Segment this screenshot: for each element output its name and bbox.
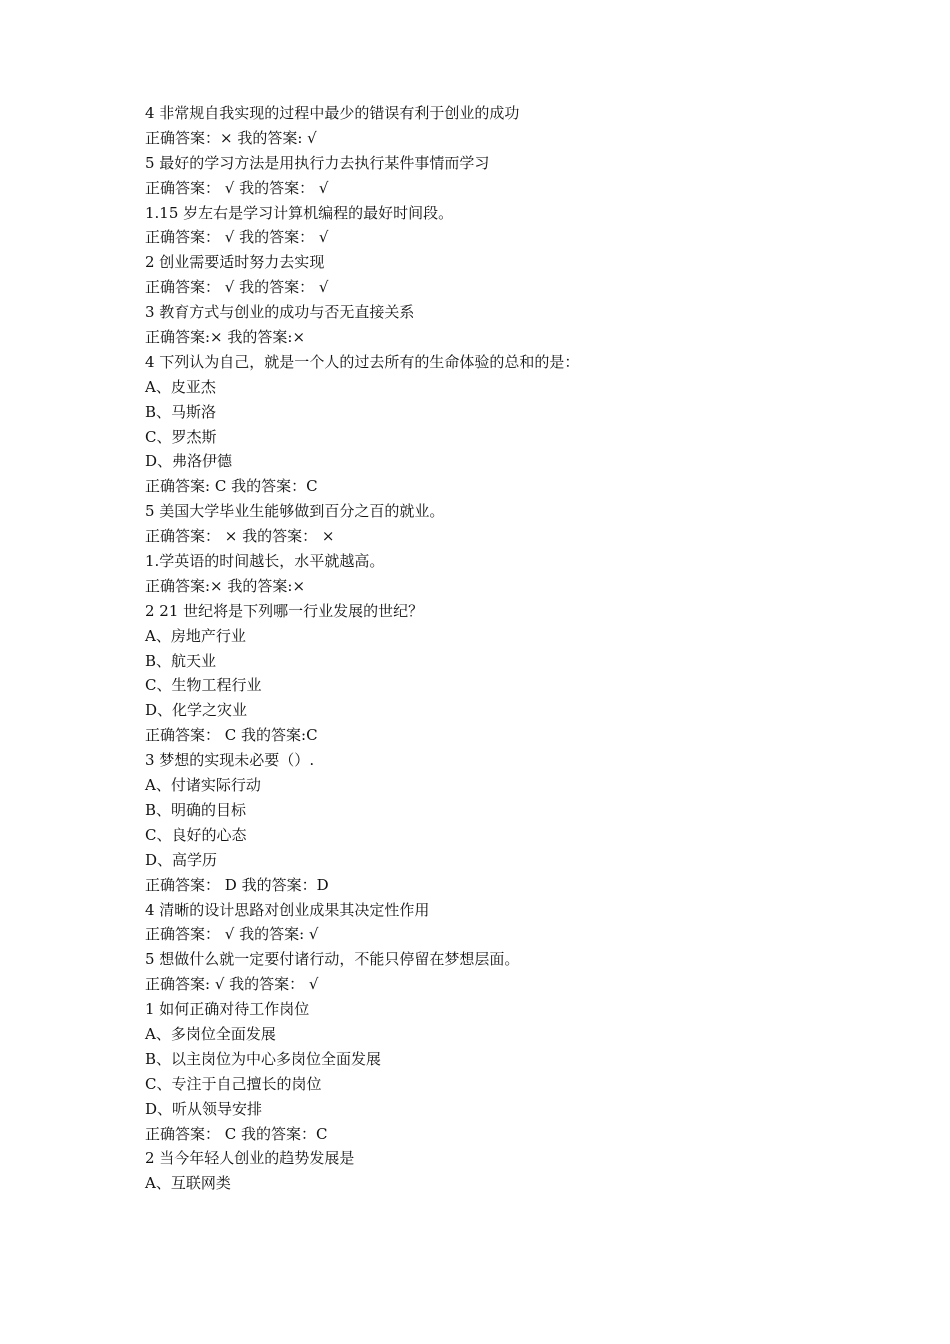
document-body (145, 101, 845, 1196)
answer-line: 正确答案： C 我的答案:C (145, 726, 318, 745)
option-line: D、高学历 (145, 850, 218, 869)
answer-line: 正确答案: C 我的答案：C (145, 477, 318, 496)
question-text: 2 创业需要适时努力去实现 (145, 253, 325, 272)
answer-line: 正确答案： C 我的答案：C (145, 1124, 328, 1143)
question-text: 4 非常规自我实现的过程中最少的错误有利于创业的成功 (145, 104, 520, 122)
option-line: B、明确的目标 (145, 800, 247, 819)
question-text: 5 最好的学习方法是用执行力去执行某件事情而学习 (145, 153, 490, 172)
answer-line: 正确答案:× 我的答案:× (145, 576, 306, 595)
question-text: 1 如何正确对待工作岗位 (145, 1000, 310, 1019)
option-line: A、皮亚杰 (145, 377, 216, 396)
answer-line: 正确答案： × 我的答案： × (145, 527, 335, 546)
option-line: C、专注于自己擅长的岗位 (145, 1074, 322, 1093)
question-text: 1.学英语的时间越长，水平就越高。 (145, 552, 385, 571)
option-line: C、良好的心态 (145, 825, 247, 844)
option-line: A、多岗位全面发展 (145, 1024, 276, 1043)
question-text: 3 梦想的实现未必要（）. (145, 751, 315, 770)
question-text: 5 想做什么就一定要付诸行动，不能只停留在梦想层面。 (145, 950, 520, 969)
question-text: 2 当今年轻人创业的趋势发展是 (145, 1149, 355, 1168)
option-line: B、马斯洛 (145, 402, 217, 421)
option-line: A、互联网类 (145, 1174, 231, 1193)
answer-line: 正确答案： √ 我的答案: √ (145, 925, 319, 944)
question-text: 4 清晰的设计思路对创业成果其决定性作用 (145, 900, 430, 919)
option-line: D、听从领导安排 (145, 1099, 263, 1118)
answer-line: 正确答案：× 我的答案: √ (145, 128, 317, 147)
question-text: 4 下列认为自己，就是一个人的过去所有的生命体验的总和的是： (145, 352, 580, 371)
answer-line: 正确答案： √ 我的答案： √ (145, 278, 329, 297)
option-line: C、生物工程行业 (145, 676, 262, 695)
option-line: A、房地产行业 (145, 626, 246, 645)
option-line: A、付诸实际行动 (145, 776, 261, 795)
option-line: B、航天业 (145, 651, 217, 670)
option-line: B、以主岗位为中心多岗位全面发展 (145, 1049, 382, 1068)
question-text: 2 21 世纪将是下列哪一行业发展的世纪？ (145, 601, 424, 620)
option-line: D、化学之灾业 (145, 701, 248, 720)
option-line: D、弗洛伊德 (145, 452, 233, 471)
answer-line: 正确答案： √ 我的答案： √ (145, 228, 329, 247)
question-text: 1.15 岁左右是学习计算机编程的最好时间段。 (145, 203, 454, 222)
answer-line: 正确答案: √ 我的答案： √ (145, 975, 319, 994)
question-text: 5 美国大学毕业生能够做到百分之百的就业。 (145, 502, 445, 521)
answer-line: 正确答案： √ 我的答案： √ (145, 178, 329, 197)
option-line: C、罗杰斯 (145, 427, 217, 446)
question-text: 3 教育方式与创业的成功与否无直接关系 (145, 303, 415, 322)
answer-line: 正确答案： D 我的答案：D (145, 875, 329, 894)
answer-line: 正确答案:× 我的答案:× (145, 328, 306, 347)
